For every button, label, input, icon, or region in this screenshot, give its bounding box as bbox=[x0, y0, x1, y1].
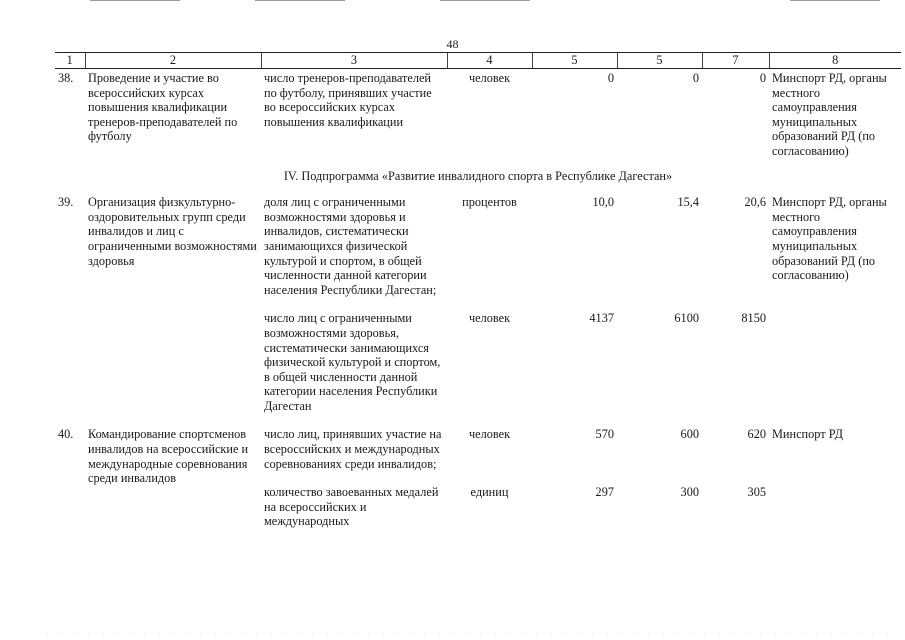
subprogram-title: IV. Подпрограмма «Развитие инвалидного спорта в Республике Дагестан» bbox=[283, 168, 673, 183]
column-header: 5 bbox=[617, 53, 702, 69]
value-cell: 0 bbox=[692, 71, 699, 85]
executor-cell: Минспорт РД, органы местного самоуправления муниципальных образований РД (по согласованию) bbox=[772, 71, 887, 158]
activity-name: Командирование спортсменов инвалидов на всероссийские и международные соревнования среди инвалидов bbox=[88, 427, 249, 486]
value-cell: 8150 bbox=[741, 311, 766, 326]
unit-cell: единиц bbox=[470, 485, 509, 500]
unit-cell: человек bbox=[468, 71, 511, 85]
row-number: 40. bbox=[58, 427, 74, 442]
top-edge-line bbox=[255, 0, 345, 1]
column-header: 5 bbox=[532, 53, 617, 69]
value-cell: 620 bbox=[747, 427, 766, 442]
activity-name: Проведение и участие во всероссийских курсах повышения квалификации тренеров-преподавателей по футболу bbox=[88, 71, 238, 144]
column-header: 7 bbox=[702, 53, 769, 69]
column-header: 8 bbox=[769, 53, 901, 69]
executor-cell: Минспорт РД, органы местного самоуправления муниципальных образований РД (по согласованию) bbox=[772, 195, 887, 283]
subprogram-row bbox=[55, 167, 901, 194]
indicator-name: число лиц с ограниченными возможностями здоровья, систематически занимающихся физической культурой и спортом, в общей численности данной категории населения Республики Дагестан bbox=[264, 311, 441, 413]
indicator-name: число лиц, принявших участие на всероссийских и международных соревнованиях среди инвалидов; bbox=[264, 427, 442, 471]
value-cell: 305 bbox=[747, 485, 766, 500]
row-number: 39. bbox=[58, 195, 74, 210]
executor-cell: Минспорт РД bbox=[772, 427, 844, 442]
value-cell: 4137 bbox=[589, 311, 614, 326]
value-cell: 600 bbox=[680, 427, 699, 442]
column-header: 3 bbox=[261, 53, 447, 69]
value-cell: 0 bbox=[607, 71, 614, 85]
row-number: 38. bbox=[58, 71, 74, 85]
top-edge-line bbox=[90, 0, 180, 1]
column-header: 1 bbox=[55, 53, 85, 69]
table-row bbox=[55, 193, 901, 311]
program-table bbox=[55, 52, 901, 529]
column-header: 4 bbox=[447, 53, 532, 69]
table-row bbox=[55, 311, 901, 427]
indicator-name: доля лиц с ограниченными возможностями здоровья и инвалидов, систематически занимающихся физической культурой и спортом, в общей численности данной категории населения Республики Дагестан; bbox=[264, 195, 437, 297]
table-row bbox=[55, 69, 901, 167]
table-header bbox=[55, 53, 901, 69]
indicator-name: количество завоеванных медалей на всероссийских и международных bbox=[264, 485, 439, 529]
value-cell: 10,0 bbox=[592, 195, 614, 210]
value-cell: 20,6 bbox=[744, 195, 766, 210]
value-cell: 570 bbox=[595, 427, 614, 442]
value-cell: 6100 bbox=[674, 311, 699, 326]
unit-cell: человек bbox=[468, 311, 511, 326]
top-edge-line bbox=[790, 0, 880, 1]
value-cell: 0 bbox=[759, 71, 766, 85]
value-cell: 300 bbox=[680, 485, 699, 500]
scan-noise bbox=[40, 631, 890, 637]
unit-cell: процентов bbox=[462, 195, 517, 210]
page-number: 48 bbox=[446, 37, 459, 51]
table-row bbox=[55, 427, 901, 485]
activity-name: Организация физкультурно-оздоровительных групп среди инвалидов и лиц с ограниченными возможностями здоровья bbox=[88, 195, 257, 268]
unit-cell: человек bbox=[468, 427, 511, 442]
value-cell: 297 bbox=[595, 485, 614, 500]
value-cell: 15,4 bbox=[677, 195, 699, 210]
top-edge-line bbox=[440, 0, 530, 1]
indicator-name: число тренеров-преподавателей по футболу, принявших участие во всероссийских курсах повышения квалификации bbox=[264, 71, 432, 129]
column-header: 2 bbox=[85, 53, 261, 69]
